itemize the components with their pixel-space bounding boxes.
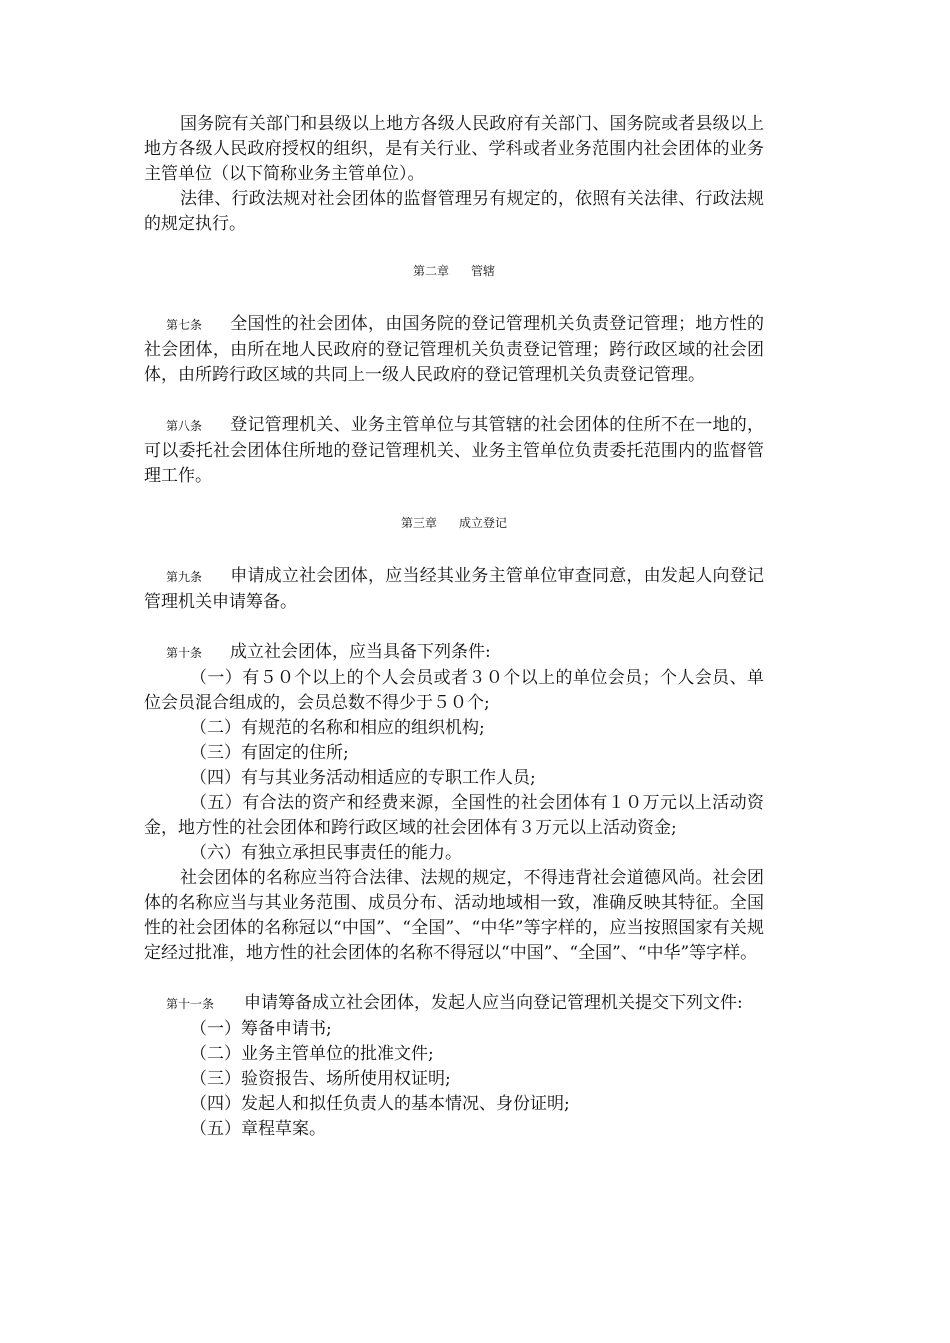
article-11-item-1: （一）筹备申请书; xyxy=(190,1019,332,1039)
article-10-item-3: （三）有固定的住所; xyxy=(190,743,349,763)
chapter-3-number: 第三章 xyxy=(400,516,437,530)
article-7-label: 第七条 xyxy=(166,318,203,332)
article-10-item-2: （二）有规范的名称和相应的组织机构; xyxy=(190,718,485,738)
article-9-label: 第九条 xyxy=(166,570,203,584)
article-11-text: 申请筹备成立社会团体，发起人应当向登记管理机关提交下列文件: xyxy=(244,993,743,1013)
article-10-item-1: （一）有５０个以上的个人会员或者３０个以上的单位会员；个人会员、单位会员混合组成的，会员总数不得少于５０个; xyxy=(144,668,764,713)
article-9-text: 申请成立社会团体，应当经其业务主管单位审查同意，由发起人向登记管理机关申请筹备。 xyxy=(144,566,764,612)
article-11-item-2: （二）业务主管单位的批准文件; xyxy=(190,1044,434,1064)
article-10-item-4: （四）有与其业务活动相适应的专职工作人员; xyxy=(190,768,536,788)
article-8-text: 登记管理机关、业务主管单位与其管辖的社会团体的住所不在一地的，可以委托社会团体住所地的登记管理机关、业务主管单位负责委托范围内的监督管理工作。 xyxy=(144,415,764,486)
article-7-text: 全国性的社会团体，由国务院的登记管理机关负责登记管理；地方性的社会团体，由所在地人民政府的登记管理机关负责登记管理；跨行政区域的社会团体，由所跨行政区域的共同上一级人民政府的登记管理机关负责登记管理。 xyxy=(144,314,764,385)
chapter-3-title: 成立登记 xyxy=(459,516,508,530)
chapter-2-number: 第二章 xyxy=(412,264,449,278)
article-10 xyxy=(144,640,764,666)
article-9 xyxy=(144,564,764,615)
chapter-2-title: 管辖 xyxy=(471,264,496,278)
article-10-label: 第十条 xyxy=(166,646,203,660)
chapter-2-heading xyxy=(144,259,764,284)
article-10-note: 社会团体的名称应当符合法律、法规的规定，不得违背社会道德风尚。社会团体的名称应当与其业务范围、成员分布、活动地域相一致，准确反映其特征。全国性的社会团体的名称冠以“中国”、“全国”、“中华”等字样的，应当按照国家有关规定经过批准，地方性的社会团体的名称不得冠以“中国”、“全国”、“中华”等字样。 xyxy=(144,868,764,963)
article-8-label: 第八条 xyxy=(166,419,203,433)
article-7 xyxy=(144,312,764,388)
article-11-item-5: （五）章程草案。 xyxy=(190,1119,326,1139)
article-10-item-5: （五）有合法的资产和经费来源，全国性的社会团体有１０万元以上活动资金，地方性的社会团体和跨行政区域的社会团体有３万元以上活动资金; xyxy=(144,793,764,838)
intro-paragraph-2: 法律、行政法规对社会团体的监督管理另有规定的，依照有关法律、行政法规的规定执行。 xyxy=(144,189,764,234)
article-11-item-4: （四）发起人和拟任负责人的基本情况、身份证明; xyxy=(190,1094,570,1114)
chapter-3-heading xyxy=(144,511,764,536)
document-page xyxy=(144,112,764,1142)
article-10-item-6: （六）有独立承担民事责任的能力。 xyxy=(190,843,462,863)
article-8 xyxy=(144,413,764,489)
article-11 xyxy=(144,991,764,1017)
intro-paragraph-1: 国务院有关部门和县级以上地方各级人民政府有关部门、国务院或者县级以上地方各级人民政府授权的组织，是有关行业、学科或者业务范围内社会团体的业务主管单位（以下简称业务主管单位）。 xyxy=(144,114,764,184)
article-11-item-3: （三）验资报告、场所使用权证明; xyxy=(190,1069,451,1089)
article-11-label: 第十一条 xyxy=(166,997,215,1011)
article-10-text: 成立社会团体，应当具备下列条件: xyxy=(230,642,491,662)
